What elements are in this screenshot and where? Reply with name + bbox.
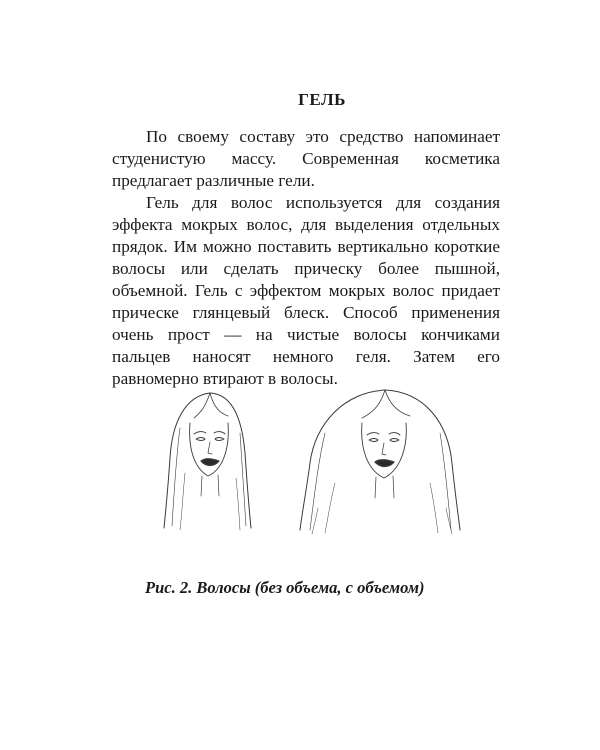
hair-flat-illustration xyxy=(164,393,251,530)
figure-hair-comparison xyxy=(150,378,480,558)
hair-volume-illustration xyxy=(300,390,460,534)
section-heading: ГЕЛЬ xyxy=(298,90,346,109)
paragraph-2: Гель для волос используется для создания эффекта мокрых волос, для выделения отдельных прядок. Им можно поставить вертикально короткие волосы или сделать прическу более пышной, объемной. Гель с эффектом мокрых волос придает прическе глянцевый блеск. Способ применения очень прост — на чистые волосы кончиками пальцев наносят немного геля. Затем его равномерно втирают в волосы. xyxy=(112,193,500,388)
figure-caption: Рис. 2. Волосы (без объема, с объемом) xyxy=(145,578,425,597)
paragraph-1: По своему составу это средство напоминает студенистую массу. Современная косметика предлагает различные гели. xyxy=(112,127,500,190)
body-text xyxy=(112,126,500,390)
